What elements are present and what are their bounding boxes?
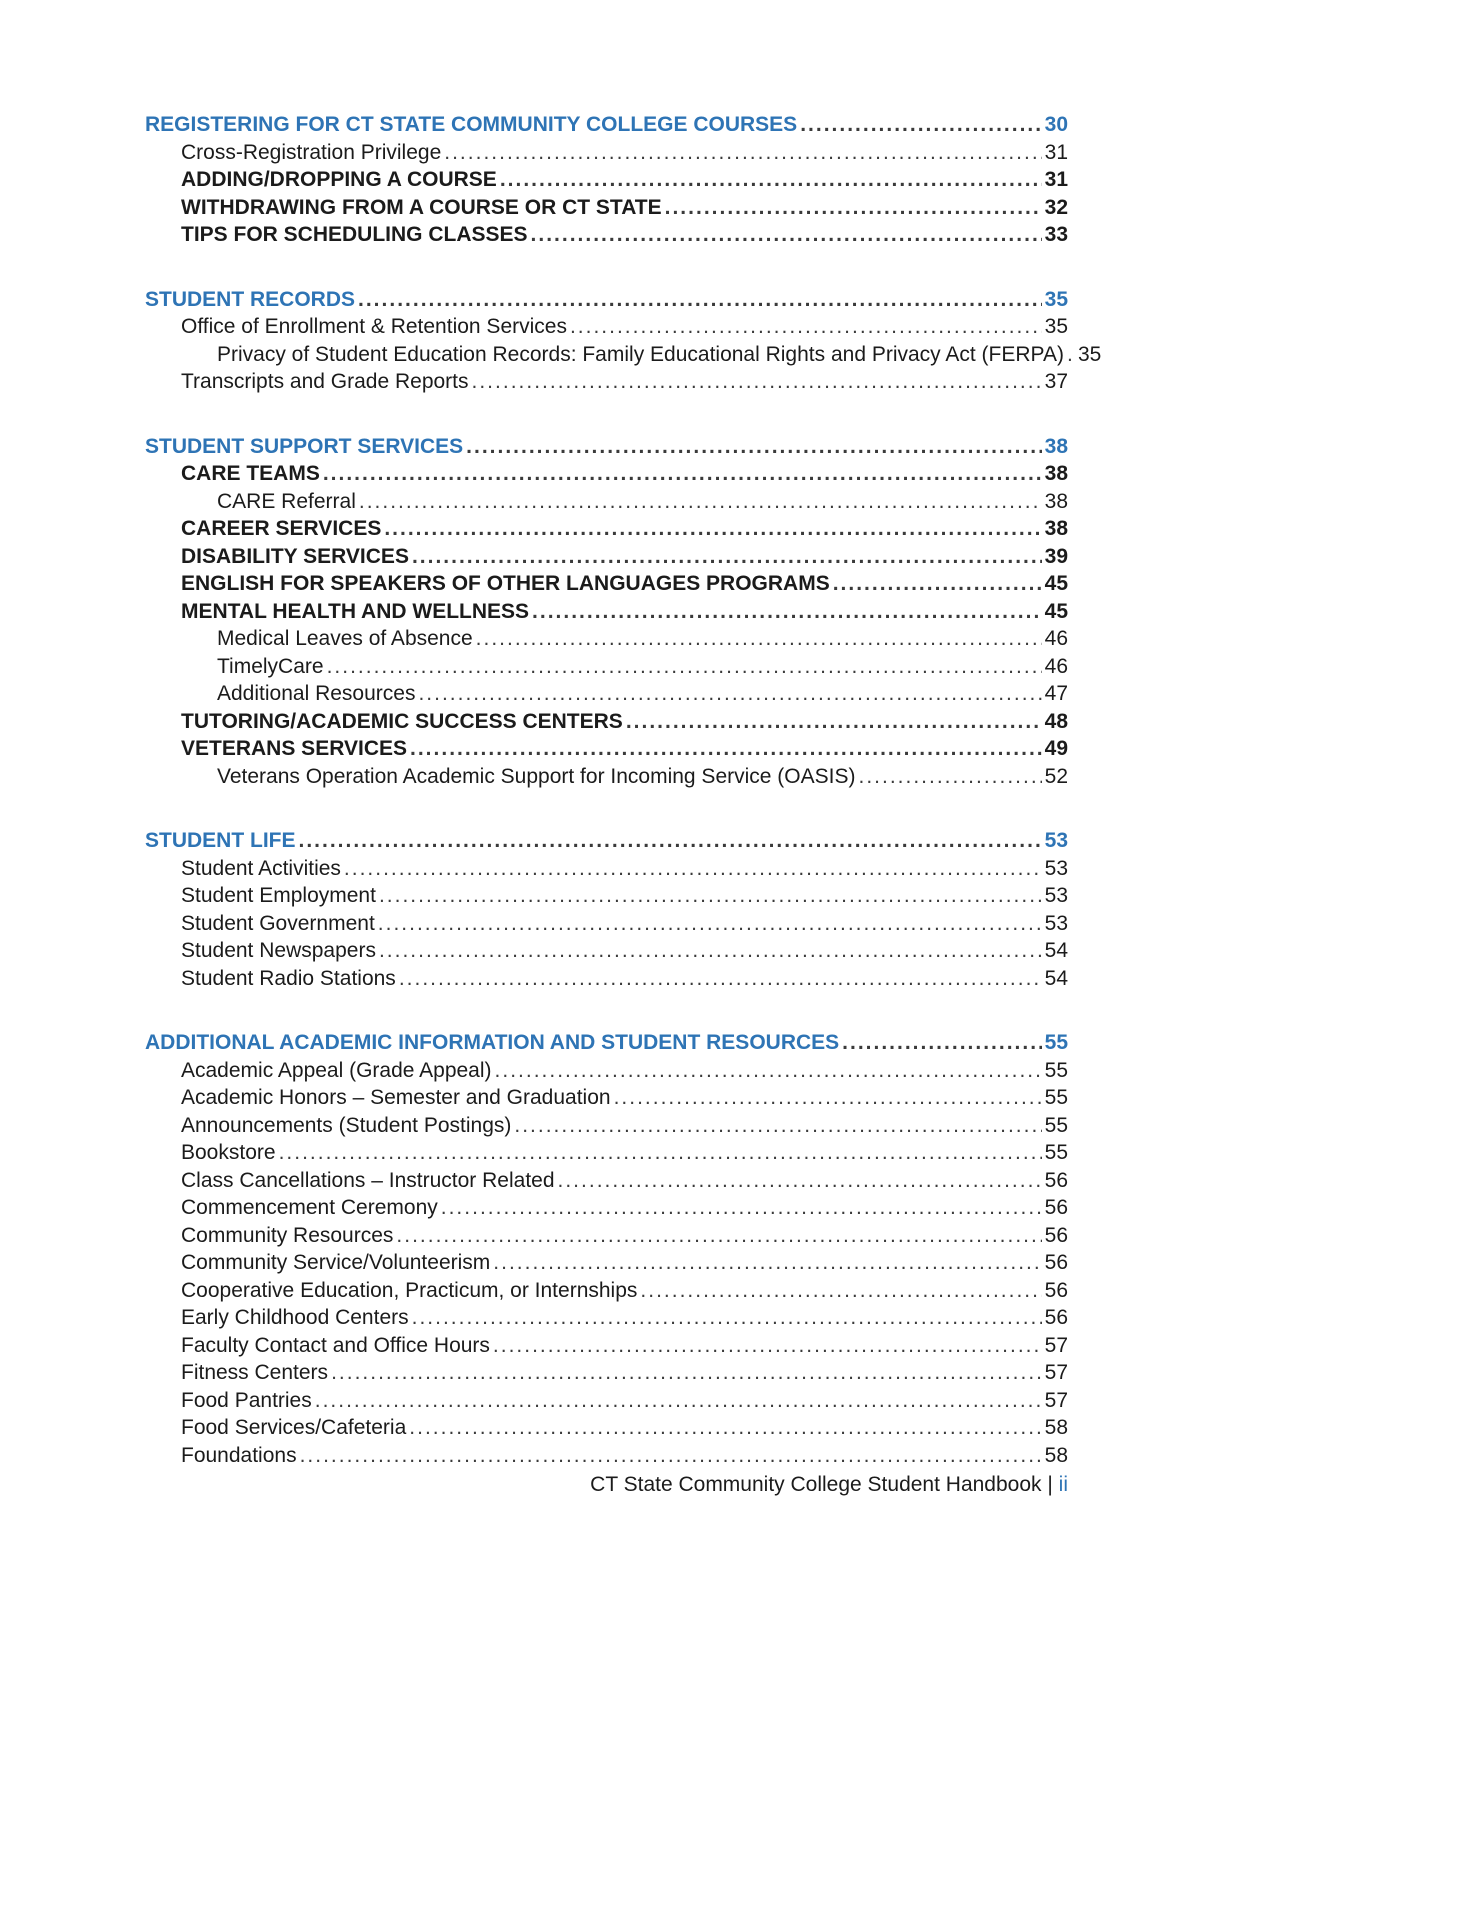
toc-entry-page: 37 xyxy=(1044,370,1068,393)
toc-section xyxy=(145,1029,1068,1469)
toc-entry[interactable] xyxy=(145,194,1068,222)
toc-entry-label: ADDITIONAL ACADEMIC INFORMATION AND STUDENT RESOURCES xyxy=(145,1031,840,1054)
toc-entry[interactable] xyxy=(145,433,1068,461)
toc-section xyxy=(145,286,1102,396)
toc-entry-label: Faculty Contact and Office Hours xyxy=(181,1333,490,1357)
toc-entry[interactable] xyxy=(145,1332,1068,1360)
toc-entry[interactable] xyxy=(145,735,1068,763)
toc-entry-label: Privacy of Student Education Records: Family Educational Rights and Privacy Act (FERPA) xyxy=(217,342,1064,366)
toc-leader-dots xyxy=(418,680,1041,708)
toc-entry[interactable] xyxy=(145,598,1068,626)
toc-entry-page: 38 xyxy=(1044,489,1068,513)
toc-entry-label: MENTAL HEALTH AND WELLNESS xyxy=(181,599,530,623)
toc-entry[interactable] xyxy=(145,1084,1068,1112)
toc-leader-dots xyxy=(472,368,1042,396)
toc-section xyxy=(145,827,1068,992)
toc-entry[interactable] xyxy=(145,1029,1068,1057)
toc-entry-label: WITHDRAWING FROM A COURSE OR CT STATE xyxy=(181,195,662,219)
toc-entry-page: 54 xyxy=(1044,966,1068,990)
toc-leader-dots xyxy=(558,1167,1042,1195)
toc-entry-label: VETERANS SERVICES xyxy=(181,737,408,760)
toc-entry[interactable] xyxy=(145,827,1068,855)
toc-entry-page: 53 xyxy=(1044,829,1068,852)
toc-entry-label: Office of Enrollment & Retention Services xyxy=(181,315,567,338)
toc-leader-dots xyxy=(495,1057,1042,1085)
toc-entry[interactable] xyxy=(145,1112,1068,1140)
toc-leader-dots xyxy=(379,937,1042,965)
toc-leader-dots xyxy=(412,1304,1042,1332)
toc-leader-dots xyxy=(399,965,1042,993)
toc-entry-label: Bookstore xyxy=(181,1141,276,1164)
toc-entry[interactable] xyxy=(145,882,1068,910)
toc-entry-page: 45 xyxy=(1044,599,1068,623)
toc-entry[interactable] xyxy=(145,937,1068,965)
footer-page-number: ii xyxy=(1058,1473,1068,1496)
toc-entry[interactable] xyxy=(145,111,1068,139)
toc-entry[interactable] xyxy=(145,286,1068,314)
toc-entry-page: 56 xyxy=(1044,1278,1068,1302)
toc-entry[interactable] xyxy=(145,965,1068,993)
toc-entry-label: Announcements (Student Postings) xyxy=(181,1113,512,1137)
toc-leader-dots xyxy=(409,1414,1041,1442)
toc-entry-label: TimelyCare xyxy=(217,654,324,678)
toc-entry[interactable] xyxy=(145,166,1068,194)
toc-entry-page: 53 xyxy=(1044,884,1068,907)
toc-entry-label: Additional Resources xyxy=(217,682,416,705)
toc-entry-page: 56 xyxy=(1044,1196,1068,1219)
toc-entry[interactable] xyxy=(145,139,1068,167)
toc-entry[interactable] xyxy=(145,680,1068,708)
toc-entry-label: Community Resources xyxy=(181,1223,394,1247)
toc-entry-label: Community Service/Volunteerism xyxy=(181,1251,491,1274)
toc-entry[interactable] xyxy=(145,1249,1068,1277)
toc-entry-page: 45 xyxy=(1044,572,1068,595)
toc-leader-dots xyxy=(379,882,1042,910)
toc-entry[interactable] xyxy=(145,1442,1068,1470)
toc-entry-label: Student Government xyxy=(181,911,375,935)
toc-entry-page: 33 xyxy=(1044,223,1068,246)
toc-entry[interactable] xyxy=(145,1414,1068,1442)
toc-entry-page: 55 xyxy=(1044,1058,1068,1082)
toc-entry[interactable] xyxy=(145,1194,1068,1222)
footer-label: CT State Community College Student Handbook | xyxy=(590,1473,1053,1496)
toc-leader-dots xyxy=(833,570,1042,598)
toc-entry-label: STUDENT SUPPORT SERVICES xyxy=(145,434,464,458)
toc-entry[interactable] xyxy=(145,460,1068,488)
toc-entry-page: 57 xyxy=(1044,1333,1068,1357)
toc-leader-dots xyxy=(466,433,1041,461)
toc-leader-dots xyxy=(327,653,1042,681)
toc-entry-label: Academic Appeal (Grade Appeal) xyxy=(181,1058,492,1082)
toc-leader-dots xyxy=(640,1277,1041,1305)
toc-entry-page: 52 xyxy=(1044,764,1068,788)
toc-entry[interactable] xyxy=(145,1139,1068,1167)
toc-entry-label: Commencement Ceremony xyxy=(181,1196,438,1219)
toc-entry[interactable] xyxy=(145,221,1068,249)
toc-entry[interactable] xyxy=(145,1057,1068,1085)
toc-leader-dots xyxy=(532,598,1042,626)
toc-entry[interactable] xyxy=(145,543,1068,571)
toc-entry-page: 48 xyxy=(1044,709,1068,733)
toc-entry[interactable] xyxy=(145,368,1068,396)
toc-entry-page: 38 xyxy=(1044,462,1068,485)
toc-entry-label: STUDENT RECORDS xyxy=(145,287,356,311)
toc-leader-dots xyxy=(323,460,1042,488)
toc-leader-dots xyxy=(358,286,1042,314)
toc-leader-dots xyxy=(570,313,1042,341)
toc-entry[interactable] xyxy=(145,515,1068,543)
toc-entry[interactable] xyxy=(145,1387,1068,1415)
toc-entry-page: 30 xyxy=(1044,113,1068,136)
toc-leader-dots xyxy=(493,1332,1042,1360)
toc-entry-label: Early Childhood Centers xyxy=(181,1306,409,1329)
toc-entry-label: Fitness Centers xyxy=(181,1361,329,1384)
toc-leader-dots xyxy=(300,1442,1042,1470)
toc-entry-page: 56 xyxy=(1044,1223,1068,1247)
toc-entry-page: 55 xyxy=(1044,1113,1068,1137)
toc-entry-page: 46 xyxy=(1044,654,1068,678)
toc-entry[interactable] xyxy=(145,1304,1068,1332)
toc-leader-dots xyxy=(500,166,1042,194)
toc-entry-label: Medical Leaves of Absence xyxy=(217,627,473,650)
toc-entry-label: ENGLISH FOR SPEAKERS OF OTHER LANGUAGES PROGRAMS xyxy=(181,572,830,595)
toc-entry-page: 31 xyxy=(1044,168,1068,191)
toc-entry-page: 56 xyxy=(1044,1168,1068,1192)
toc-entry-page: 53 xyxy=(1044,856,1068,880)
toc-entry[interactable] xyxy=(145,910,1068,938)
toc-entry-label: DISABILITY SERVICES xyxy=(181,544,409,568)
toc-entry-label: ADDING/DROPPING A COURSE xyxy=(181,168,497,191)
toc-entry-label: CAREER SERVICES xyxy=(181,517,382,540)
toc-entry[interactable] xyxy=(145,341,1102,369)
toc-entry-label: Student Employment xyxy=(181,884,376,907)
toc-entry-page: 46 xyxy=(1044,627,1068,650)
toc-leader-dots xyxy=(384,515,1041,543)
toc-entry-label: Student Radio Stations xyxy=(181,966,396,990)
toc-entry-page: 32 xyxy=(1044,195,1068,219)
toc-entry-label: CARE TEAMS xyxy=(181,462,320,485)
toc-entry-label: Veterans Operation Academic Support for Incoming Service (OASIS) xyxy=(217,764,856,788)
toc-entry[interactable] xyxy=(145,488,1068,516)
toc-leader-dots xyxy=(800,111,1041,139)
toc-entry[interactable] xyxy=(145,1167,1068,1195)
toc-entry-label: STUDENT LIFE xyxy=(145,829,296,852)
toc-entry-label: TUTORING/ACADEMIC SUCCESS CENTERS xyxy=(181,709,623,733)
toc-entry-page: 35 xyxy=(1044,315,1068,338)
toc-entry-label: Cross-Registration Privilege xyxy=(181,140,442,164)
toc-leader-dots xyxy=(665,194,1042,222)
toc-entry-label: Foundations xyxy=(181,1443,297,1467)
toc-entry-page: 58 xyxy=(1044,1443,1068,1467)
toc-entry-page: 57 xyxy=(1044,1388,1068,1412)
toc-entry[interactable] xyxy=(145,1277,1068,1305)
toc-entry-page: 56 xyxy=(1044,1251,1068,1274)
toc-entry-page: 53 xyxy=(1044,911,1068,935)
toc-leader-dots xyxy=(626,708,1042,736)
toc-entry-page: 35 xyxy=(1044,287,1068,311)
toc-leader-dots xyxy=(359,488,1042,516)
toc-entry-page: 31 xyxy=(1044,140,1068,164)
toc-entry[interactable] xyxy=(145,313,1068,341)
toc-entry[interactable] xyxy=(145,625,1068,653)
toc-entry-label: Transcripts and Grade Reports xyxy=(181,370,469,393)
toc-entry-label: Cooperative Education, Practicum, or Internships xyxy=(181,1278,638,1302)
toc-leader-dots xyxy=(412,543,1042,571)
toc xyxy=(145,111,1102,1469)
toc-leader-dots xyxy=(614,1084,1042,1112)
toc-leader-dots xyxy=(331,1359,1042,1387)
toc-entry-label: Class Cancellations – Instructor Related xyxy=(181,1168,555,1192)
toc-entry-label: TIPS FOR SCHEDULING CLASSES xyxy=(181,223,528,246)
toc-entry-page: 55 xyxy=(1044,1086,1068,1109)
toc-entry-label: Food Services/Cafeteria xyxy=(181,1416,407,1439)
toc-section xyxy=(145,433,1068,791)
toc-entry-page: 58 xyxy=(1044,1416,1068,1439)
toc-entry-label: Student Newspapers xyxy=(181,939,376,962)
toc-entry[interactable] xyxy=(145,763,1068,791)
toc-leader-dots xyxy=(315,1387,1042,1415)
toc-section xyxy=(145,111,1068,249)
toc-leader-dots xyxy=(396,1222,1041,1250)
toc-entry-label: Food Pantries xyxy=(181,1388,312,1412)
toc-entry-label: CARE Referral xyxy=(217,489,356,513)
toc-leader-dots xyxy=(299,827,1042,855)
toc-entry-page: 39 xyxy=(1044,544,1068,568)
toc-entry-page: 57 xyxy=(1044,1361,1068,1384)
toc-leader-dots xyxy=(493,1249,1041,1277)
toc-leader-dots xyxy=(531,221,1042,249)
toc-entry-page: 55 xyxy=(1044,1141,1068,1164)
toc-leader-dots xyxy=(279,1139,1042,1167)
toc-leader-dots xyxy=(842,1029,1041,1057)
toc-leader-dots xyxy=(858,763,1041,791)
toc-entry-page: 38 xyxy=(1044,434,1068,458)
toc-entry[interactable] xyxy=(145,653,1068,681)
page-footer xyxy=(145,1471,1068,1499)
toc-leader-dots xyxy=(344,855,1042,883)
toc-entry-label: Student Activities xyxy=(181,856,341,880)
toc-entry[interactable] xyxy=(145,570,1068,598)
toc-leader-dots xyxy=(514,1112,1041,1140)
toc-leader-dots xyxy=(410,735,1042,763)
toc-entry-label: Academic Honors – Semester and Graduation xyxy=(181,1086,611,1109)
toc-entry-page: 38 xyxy=(1044,517,1068,540)
toc-entry-page: 49 xyxy=(1044,737,1068,760)
toc-entry-label: REGISTERING FOR CT STATE COMMUNITY COLLEGE COURSES xyxy=(145,113,798,136)
toc-entry-page: 56 xyxy=(1044,1306,1068,1329)
toc-entry-page: 54 xyxy=(1044,939,1068,962)
toc-entry[interactable] xyxy=(145,1222,1068,1250)
toc-leader-dots xyxy=(476,625,1042,653)
toc-entry-page: 35 xyxy=(1077,342,1102,366)
toc-leader-dots xyxy=(378,910,1042,938)
toc-entry-page: 55 xyxy=(1044,1031,1068,1054)
toc-entry[interactable] xyxy=(145,1359,1068,1387)
toc-leader-dots xyxy=(444,139,1041,167)
toc-leader-dots xyxy=(441,1194,1042,1222)
toc-entry-page: 47 xyxy=(1044,682,1068,705)
toc-entry[interactable] xyxy=(145,708,1068,736)
toc-entry[interactable] xyxy=(145,855,1068,883)
toc-leader-dots xyxy=(1067,341,1075,369)
